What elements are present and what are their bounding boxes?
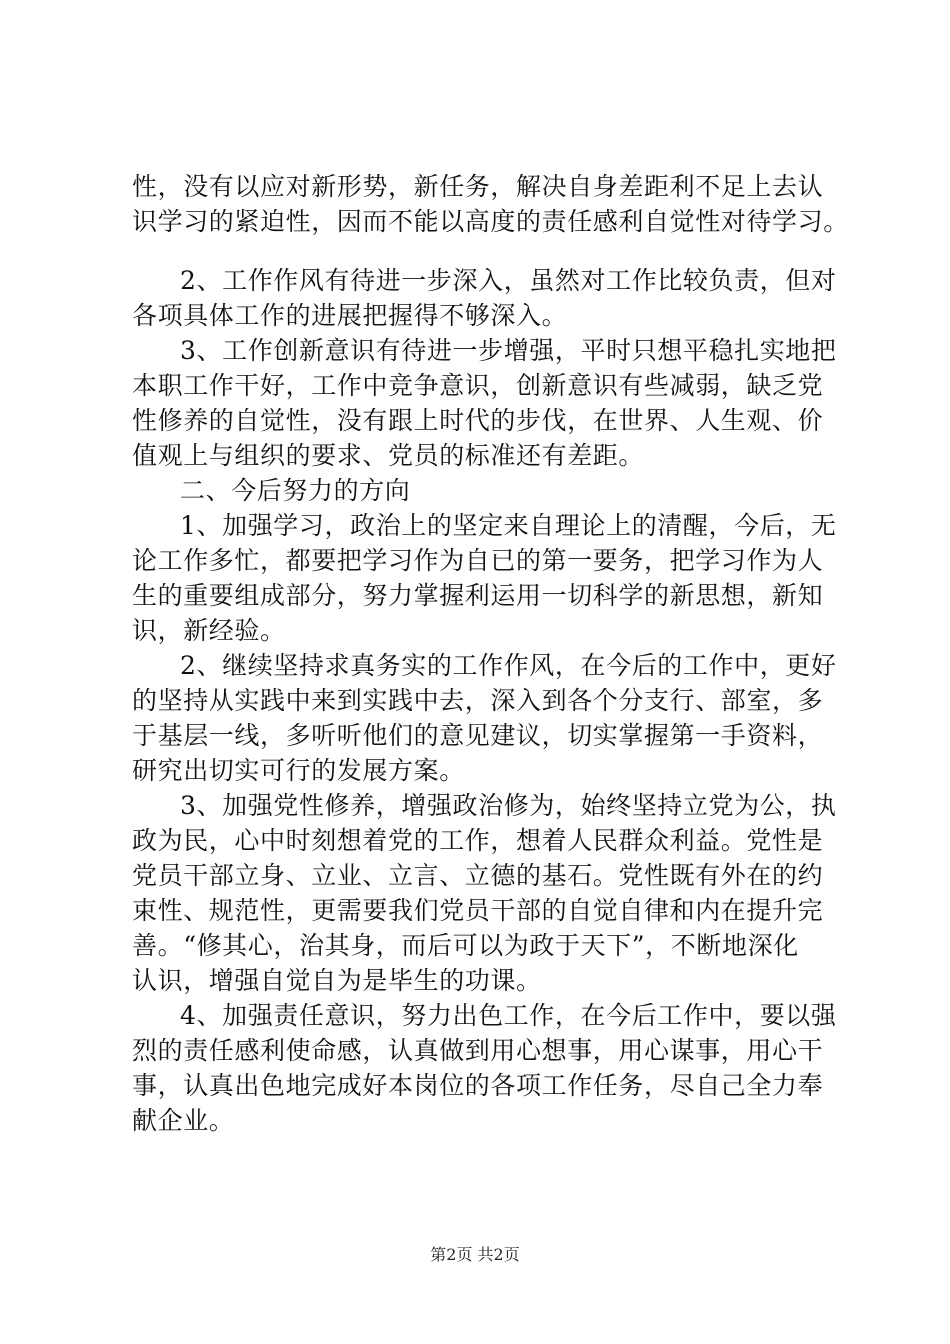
paragraph-gap <box>132 239 844 263</box>
text-line: 各项具体工作的进展把握得不够深入。 <box>132 301 568 330</box>
text-line: 3、工作创新意识有待进一步增强，平时只想平稳扎实地把 <box>180 336 837 365</box>
text-line: 认识，增强自觉自为是毕生的功课。 <box>132 966 542 995</box>
text-line: 识学习的紧迫性，因而不能以高度的责任感利自觉性对待学习。 <box>132 207 849 236</box>
text-line: 生的重要组成部分，努力掌握利运用一切科学的新思想，新知 <box>132 581 824 610</box>
text-line: 的坚持从实践中来到实践中去，深入到各个分支行、部室，多 <box>132 686 824 715</box>
text-line: 研究出切实可行的发展方案。 <box>132 756 465 785</box>
text-line: 1、加强学习，政治上的坚定来自理论上的清醒，今后，无 <box>180 511 837 540</box>
text-line: 于基层一线，多听听他们的意见建议，切实掌握第一手资料， <box>132 721 824 750</box>
text-line: 束性、规范性，更需要我们党员干部的自觉自律和内在提升完 <box>132 896 824 925</box>
text-line: 4、加强责任意识，努力出色工作，在今后工作中，要以强 <box>180 1001 837 1030</box>
text-line: 2、继续坚持求真务实的工作作风，在今后的工作中，更好 <box>180 651 837 680</box>
text-line: 性修养的自觉性，没有跟上时代的步伐，在世界、人生观、价 <box>132 406 824 435</box>
text-line: 本职工作干好，工作中竞争意识，创新意识有些减弱，缺乏党 <box>132 371 824 400</box>
text-line: 2、工作作风有待进一步深入，虽然对工作比较负责，但对 <box>180 266 837 295</box>
text-line: 论工作多忙，都要把学习作为自已的第一要务，把学习作为人 <box>132 546 824 575</box>
text-line: 性，没有以应对新形势，新任务，解决自身差距利不足上去认 <box>132 172 824 201</box>
text-line: 值观上与组织的要求、党员的标准还有差距。 <box>132 441 645 470</box>
text-line: 献企业。 <box>132 1106 235 1135</box>
text-line: 事，认真出色地完成好本岗位的各项工作任务，尽自己全力奉 <box>132 1071 824 1100</box>
text-line: 善。“修其心，治其身，而后可以为政于天下”，不断地深化 <box>132 931 799 960</box>
text-line: 党员干部立身、立业、立言、立德的基石。党性既有外在的约 <box>132 861 824 890</box>
page-number-label: 第2页 共2页 <box>430 1245 520 1264</box>
text-line: 政为民，心中时刻想着党的工作，想着人民群众利益。党性是 <box>132 826 824 855</box>
text-line: 识，新经验。 <box>132 616 286 645</box>
section-heading: 二、今后努力的方向 <box>180 476 411 505</box>
page-footer <box>0 1245 950 1265</box>
text-line: 3、加强党性修养，增强政治修为，始终坚持立党为公，执 <box>180 791 837 820</box>
text-line: 烈的责任感利使命感，认真做到用心想事，用心谋事，用心干 <box>132 1036 824 1065</box>
document-body <box>132 169 849 1138</box>
